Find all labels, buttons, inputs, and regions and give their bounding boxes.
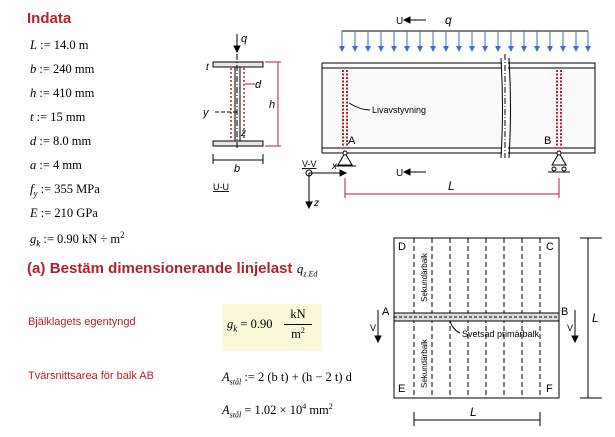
input-value: 410 mm (53, 86, 95, 100)
beam-body (322, 63, 595, 153)
unit-denominator: m (291, 327, 301, 342)
bottom-flange (213, 141, 263, 146)
plan-e-label: E (398, 383, 406, 395)
label-area: Tvärsnittsarea för balk AB (28, 370, 154, 382)
input-row-l (30, 38, 125, 62)
plan-d-label: D (398, 241, 406, 253)
input-superscript: 2 (120, 230, 125, 240)
section-title-indata: Indata (27, 10, 72, 27)
input-symbol: h (30, 86, 37, 100)
input-value: 14.0 m (53, 38, 89, 52)
beam-q-label: q (445, 13, 452, 27)
uu-q-label: q (241, 33, 248, 45)
input-row-d (30, 134, 125, 158)
input-symbol: a (30, 158, 37, 172)
eq-operator: = (240, 317, 248, 331)
input-row-h (30, 86, 125, 110)
plan-f-label: F (546, 383, 553, 395)
support-b-roller-1 (552, 167, 556, 171)
input-row-gk (30, 230, 125, 254)
eq-symbol: A (222, 403, 230, 418)
area-result (222, 402, 333, 420)
load-arrow-head (234, 46, 240, 52)
input-list (30, 38, 125, 254)
area-formula (222, 370, 352, 387)
input-value: 0.90 kN ÷ m (57, 232, 121, 247)
v-left-head (375, 336, 381, 342)
input-symbol: t (30, 110, 34, 124)
beam-u-bottom-label: U (396, 168, 404, 179)
selfweight-equation-box (222, 304, 322, 351)
section-arrow-bottom-head (404, 169, 410, 175)
input-value: 355 MPa (54, 182, 100, 196)
eq-value: 1.02 × 10 (254, 403, 303, 418)
z-axis-head (306, 202, 312, 208)
plan-l-right-label: L (592, 311, 599, 325)
uu-d-label: d (255, 79, 262, 91)
beam-support-a-label: A (348, 135, 356, 147)
input-operator: := (43, 232, 54, 247)
uu-z-label: z (241, 128, 246, 139)
eq-expression: 2 (b t) + (h − 2 t) d (257, 370, 352, 384)
label-selfweight: Bjälklagets egentyngd (28, 316, 136, 328)
eq-subscript: stål (229, 410, 242, 420)
plan-secondary-bottom-label: Sekundärbalk (420, 339, 429, 388)
input-operator: := (39, 134, 50, 148)
input-operator: := (36, 110, 48, 124)
unit-denominator-exp: 2 (300, 326, 305, 335)
section-a-prefix: (a) (27, 260, 46, 277)
support-b-roller-2 (562, 167, 566, 171)
x-axis-head (340, 170, 346, 176)
section-arrow-top-head (404, 17, 410, 23)
eq-symbol: A (222, 370, 230, 384)
load-arrow-heads (339, 46, 591, 52)
section-title-a (27, 260, 317, 279)
input-value: 240 mm (53, 62, 95, 76)
eq-operator: := (244, 370, 255, 384)
uu-caption: U-U (213, 182, 229, 192)
plan-a-label: A (382, 306, 390, 318)
unit-numerator: kN (284, 307, 312, 325)
primary-leader (450, 321, 460, 333)
input-value: 4 mm (53, 158, 82, 172)
eq-operator: = (244, 403, 252, 418)
plan-b-label: B (561, 306, 569, 318)
plan-c-label: C (546, 241, 554, 253)
input-symbol: E (30, 206, 38, 220)
eq-unit: mm (309, 403, 329, 418)
beam-support-b-label: B (544, 135, 552, 147)
uu-b-label: b (234, 163, 241, 175)
section-a-subscript: z.Ed (303, 269, 318, 279)
beam-u-top-label: U (396, 16, 404, 27)
beam-x-label: x (332, 161, 337, 172)
eq-exponent: 4 (302, 402, 307, 411)
input-operator: := (40, 38, 51, 52)
beam-vv-label: V-V (302, 159, 317, 169)
eq-subscript: k (233, 323, 238, 334)
uu-y-label: y (203, 107, 209, 119)
plan-v-right-label: V (567, 323, 574, 333)
input-operator: := (40, 182, 52, 196)
beam-l-label: L (448, 179, 455, 193)
beam-elevation-diagram (300, 8, 600, 218)
plan-v-left-label: V (370, 323, 377, 333)
plan-secondary-top-label: Sekundärbalk (420, 253, 429, 302)
cross-section-diagram (195, 28, 295, 198)
input-operator: := (39, 158, 50, 172)
input-row-e (30, 206, 125, 230)
input-row-a (30, 158, 125, 182)
eq-subscript: stål (229, 377, 242, 387)
plan-primary-label: Svetsad primärbalk (462, 329, 540, 339)
beam-z-label: z (314, 198, 319, 209)
input-subscript: k (36, 238, 41, 249)
top-flange (213, 62, 263, 67)
input-value: 15 mm (50, 110, 86, 124)
input-symbol: g (30, 232, 37, 247)
eq-unit-exponent: 2 (328, 402, 333, 411)
section-a-title: Bestäm dimensionerande linjelast (49, 260, 293, 277)
uu-t-label: t (206, 62, 209, 73)
uu-h-label: h (269, 99, 276, 111)
plan-l-bottom-label: L (470, 405, 477, 419)
eq-value: 0.90 (250, 317, 273, 331)
input-symbol: b (30, 62, 37, 76)
input-symbol: d (30, 134, 37, 148)
input-value: 8.0 mm (53, 134, 92, 148)
support-b-pin (557, 151, 561, 155)
input-subscript: y (33, 188, 38, 199)
stiffener-label: Livavstyvning (372, 105, 427, 115)
selfweight-lhs (227, 317, 272, 334)
floor-plan-diagram (370, 230, 610, 435)
input-row-fy (30, 182, 125, 206)
input-operator: := (39, 86, 50, 100)
input-value: 210 GPa (54, 206, 98, 220)
input-row-t (30, 110, 125, 134)
eq-symbol: g (227, 317, 234, 331)
support-a-pin (343, 151, 347, 155)
unit-fraction (284, 307, 312, 342)
input-symbol: L (30, 38, 37, 52)
v-right-head (572, 336, 578, 342)
input-operator: := (40, 206, 52, 220)
section-a-symbol: q (296, 261, 304, 276)
input-symbol: f (30, 182, 34, 196)
input-row-b (30, 62, 125, 86)
input-operator: := (39, 62, 50, 76)
